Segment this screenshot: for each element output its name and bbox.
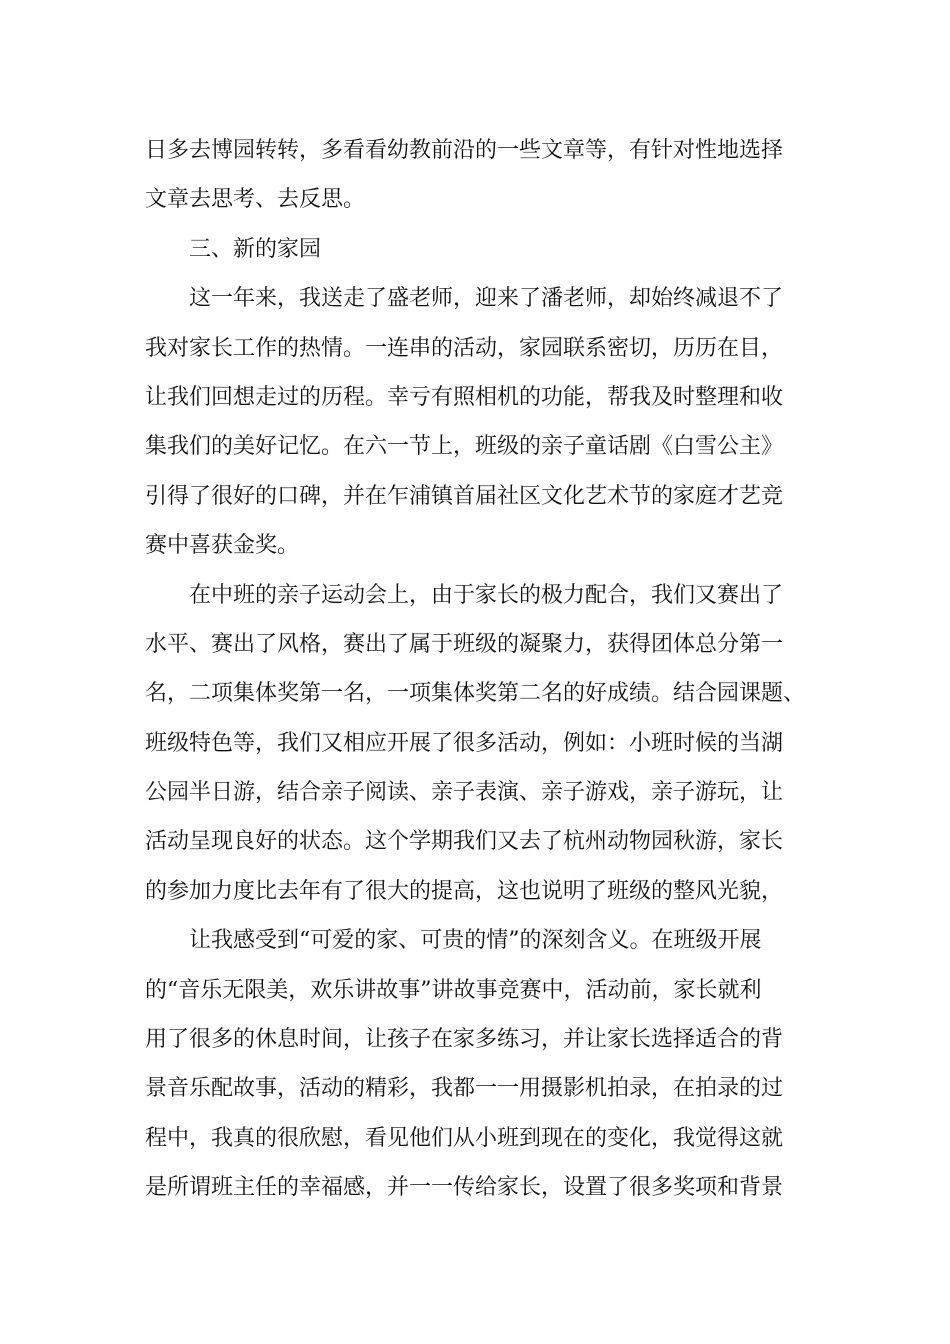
text-line: 我对家长工作的热情。一连串的活动，家园联系密切，历历在目， bbox=[145, 335, 784, 361]
text-line: 水平、赛出了风格，赛出了属于班级的凝聚力，获得团体总分第一 bbox=[145, 631, 784, 657]
text-line: 的“音乐无限美，欢乐讲故事”讲故事竞赛中，活动前，家长就利 bbox=[145, 977, 762, 1003]
text-line: 在中班的亲子运动会上，由于家长的极力配合，我们又赛出了 bbox=[189, 582, 784, 608]
text-line: 景音乐配故事，活动的精彩，我都一一用摄影机拍录，在拍录的过 bbox=[145, 1076, 784, 1102]
text-line: 程中，我真的很欣慰，看见他们从小班到现在的变化，我觉得这就 bbox=[145, 1125, 784, 1151]
text-line: 名，二项集体奖第一名，一项集体奖第二名的好成绩。结合园课题、 bbox=[145, 681, 806, 707]
text-line: 文章去思考、去反思。 bbox=[145, 187, 366, 213]
text-line: 的参加力度比去年有了很大的提高，这也说明了班级的整风光貌， bbox=[145, 878, 784, 904]
text-line: 日多去博园转转，多看看幼教前沿的一些文章等，有针对性地选择 bbox=[145, 138, 784, 163]
text-line: 集我们的美好记忆。在六一节上，班级的亲子童话剧《白雪公主》 bbox=[145, 434, 784, 460]
text-line: 班级特色等，我们又相应开展了很多活动，例如：小班时候的当湖 bbox=[145, 730, 784, 756]
text-line: 让我感受到“可爱的家、可贵的情”的深刻含义。在班级开展 bbox=[189, 928, 762, 954]
text-line: 活动呈现良好的状态。这个学期我们又去了杭州动物园秋游，家长 bbox=[145, 829, 784, 855]
text-line: 赛中喜获金奖。 bbox=[145, 533, 300, 559]
section-heading: 三、新的家园 bbox=[189, 236, 322, 262]
text-line: 公园半日游，结合亲子阅读、亲子表演、亲子游戏，亲子游玩，让 bbox=[145, 780, 784, 806]
body-text bbox=[145, 126, 825, 1213]
text-line: 这一年来，我送走了盛老师，迎来了潘老师，却始终减退不了 bbox=[189, 286, 784, 312]
text-line: 让我们回想走过的历程。幸亏有照相机的功能，帮我及时整理和收 bbox=[145, 384, 784, 410]
text-line: 引得了很好的口碑，并在乍浦镇首届社区文化艺术节的家庭才艺竞 bbox=[145, 483, 784, 509]
text-line: 是所谓班主任的幸福感，并一一传给家长，设置了很多奖项和背景 bbox=[145, 1175, 784, 1201]
text-line: 用了很多的休息时间，让孩子在家多练习，并让家长选择适合的背 bbox=[145, 1027, 784, 1053]
